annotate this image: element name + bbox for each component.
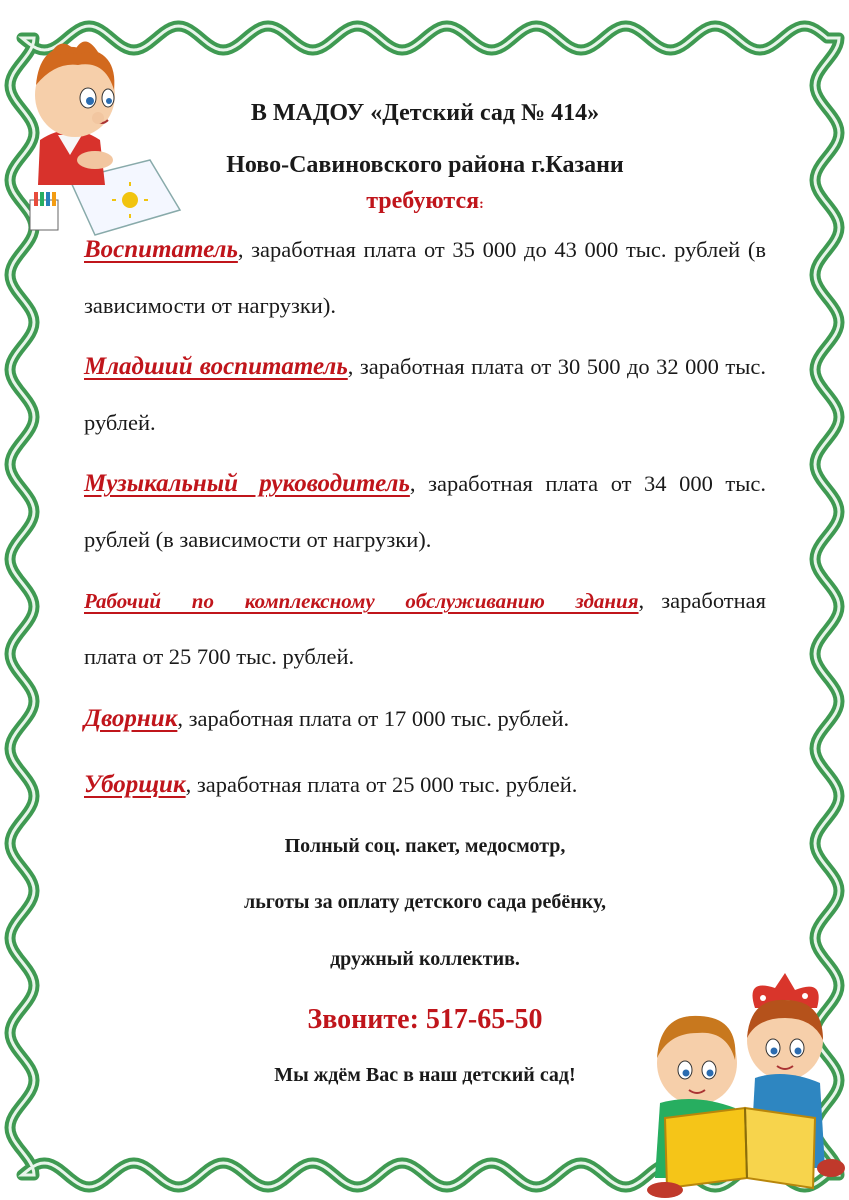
benefit-line: Полный соц. пакет, медосмотр, — [284, 835, 566, 857]
job-salary: , заработная плата от 35 000 до 43 000 тыс. рублей (в зависимости от нагрузки). — [84, 237, 766, 318]
district-name: Ново-Савиновского района г.Казани — [226, 152, 624, 178]
required-word: требуются — [366, 188, 480, 214]
job-salary: , заработная плата от 34 000 тыс. рублей (в зависимости от нагрузки). — [84, 471, 766, 552]
job-title: Уборщик — [84, 771, 186, 798]
job-title: Музыкальный руководитель — [84, 470, 410, 497]
job-item — [84, 691, 766, 747]
kindergarten-name: В МАДОУ «Детский сад № 414» — [250, 100, 600, 126]
job-salary: , заработная плата от 17 000 тыс. рублей. — [177, 706, 570, 731]
required-heading — [84, 186, 766, 220]
job-salary: , заработная плата от 25 000 тыс. рублей. — [185, 772, 578, 797]
required-colon: : — [479, 197, 484, 212]
benefits-block — [84, 833, 766, 972]
job-salary: , заработная плата от 25 700 тыс. рублей. — [84, 588, 766, 669]
job-item — [84, 456, 766, 568]
job-item — [84, 222, 766, 334]
benefit-line: дружный коллектив. — [330, 948, 520, 970]
announcement-content — [84, 98, 766, 1088]
job-item — [84, 757, 766, 813]
phone-call-to-action: Звоните: 517-65-50 — [307, 1004, 543, 1035]
job-item — [84, 573, 766, 685]
job-title: Дворник — [84, 705, 178, 732]
job-salary: , заработная плата от 30 500 до 32 000 тыс. рублей. — [84, 354, 766, 435]
job-title: Младший воспитатель — [84, 353, 348, 380]
closing-line: Мы ждём Вас в наш детский сад! — [274, 1064, 576, 1086]
job-title: Рабочий по комплексному обслуживанию здания — [84, 589, 639, 613]
job-title: Воспитатель — [84, 236, 238, 263]
job-item — [84, 339, 766, 451]
benefit-line: льготы за оплату детского сада ребёнку, — [243, 891, 607, 913]
